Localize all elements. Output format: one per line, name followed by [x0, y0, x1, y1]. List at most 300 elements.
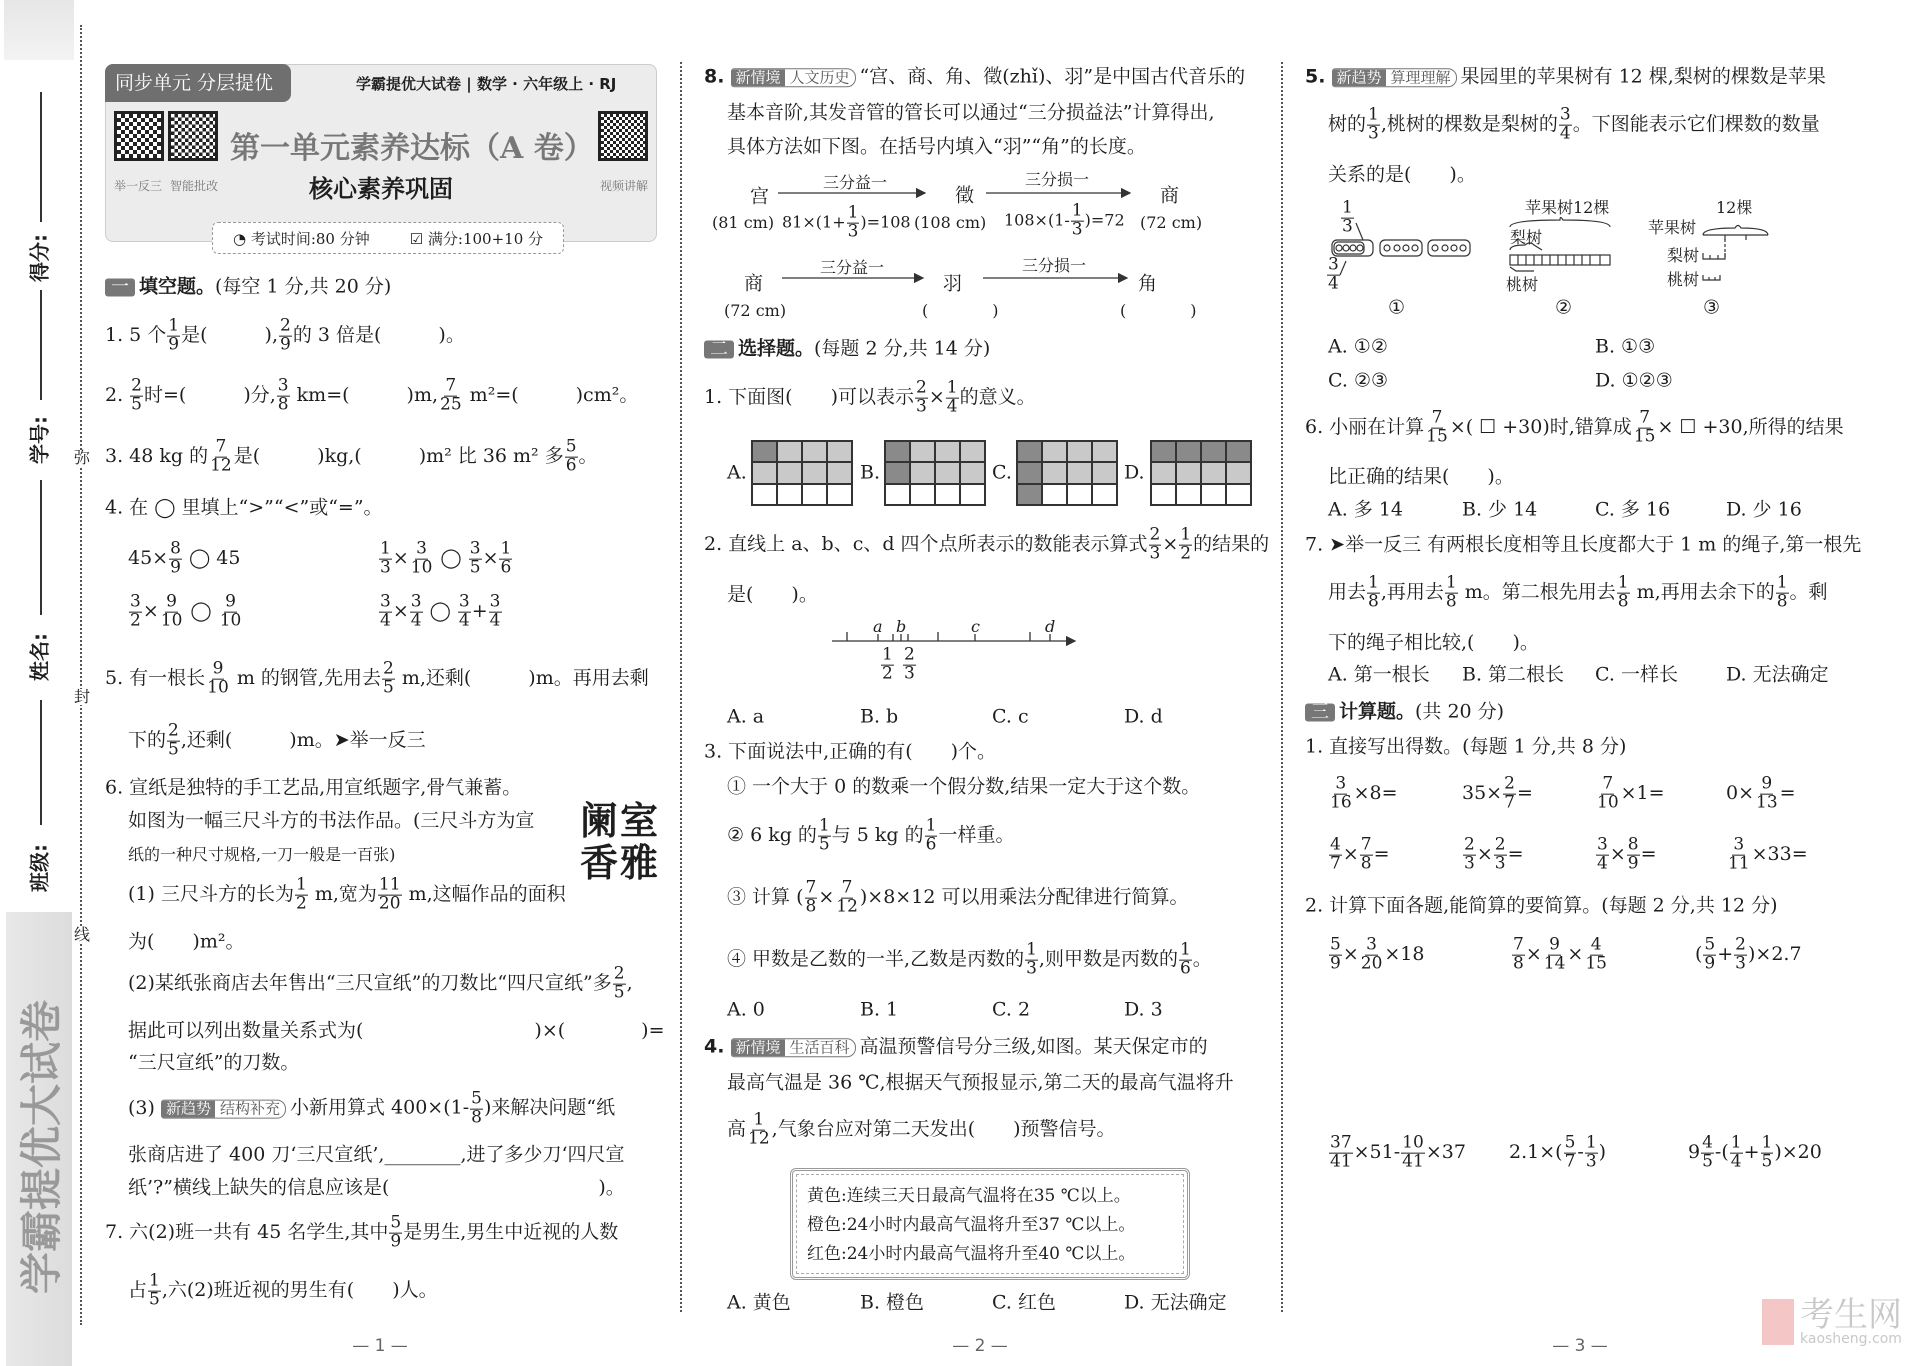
arrow-label: 三分益一	[823, 173, 888, 192]
choice-question-3: 3. 下面说法中,正确的有( )个。	[704, 740, 997, 763]
warning-yellow: 黄色:连续三天日最高气温将在35 ℃以上。	[807, 1186, 1131, 1206]
grid-cell	[827, 441, 852, 462]
point-label-c: c	[971, 617, 980, 636]
check-icon: ☑ 满分:100+10 分	[409, 229, 544, 248]
grid-cell	[802, 441, 827, 462]
grid-cell	[1151, 484, 1176, 505]
question-7-cont: 占 $\frac{1}{5}$ ,六(2)班近视的男生有( )人。	[128, 1270, 438, 1310]
section-title: 选择题。	[738, 337, 815, 360]
fraction: $\frac{1}{8}$	[1445, 572, 1457, 612]
tag-primary: 新趋势	[162, 1101, 215, 1118]
watermark	[1762, 1295, 1902, 1347]
section-note: (每题 2 分,共 14 分)	[814, 337, 991, 360]
fraction: $\frac{4}{5}$	[1702, 1132, 1713, 1172]
calc-item[interactable]: $\frac{4}{7}$ × $\frac{7}{8}$ =	[1330, 834, 1390, 874]
subject-grade: 数学 · 六年级上 · RJ	[476, 75, 617, 93]
option-a[interactable]: A. 黄色	[727, 1291, 791, 1314]
grid-cell	[960, 484, 985, 505]
fraction: $\frac{1}{3}$	[380, 538, 391, 578]
fraction: $\frac{37}{41}$	[1330, 1132, 1352, 1172]
question-8-cont: 具体方法如下图。在括号内填入“羽”“角”的长度。	[727, 135, 1146, 158]
fraction: $\frac{1}{3}$	[1071, 200, 1083, 240]
fraction: $\frac{7}{15}$	[1426, 407, 1448, 447]
qr-label: 智能批改	[170, 179, 219, 193]
section-heading-2	[704, 337, 991, 360]
fraction: $\frac{5}{9}$	[1330, 934, 1341, 974]
grid-cell	[1201, 484, 1226, 505]
pitch-formula: 81×(1+ $\frac{1}{3}$ )=108	[782, 202, 911, 242]
fraction: $\frac{1}{12}$	[748, 1109, 770, 1149]
option-d[interactable]: D. 3	[1124, 998, 1163, 1021]
tag-badge	[161, 1100, 286, 1119]
sub-number: (3)	[128, 1097, 155, 1119]
choice-question-4-cont: 高 $\frac{1}{12}$ ,气象台应对第二天发出( )预警信号。	[727, 1109, 1116, 1149]
fraction: $\frac{3}{10}$	[410, 538, 433, 578]
pitch-node: 商	[744, 272, 764, 295]
count-label: 12棵	[1716, 198, 1753, 217]
choice-question-5-cont: 树的 $\frac{1}{3}$ ,桃树的棵数是梨树的 $\frac{3}{4}$ 。下图能表示它们棵数的数量	[1328, 104, 1820, 144]
option-d[interactable]: D. ①②③	[1595, 369, 1673, 392]
watermark-logo-icon	[1762, 1299, 1794, 1345]
option-b[interactable]: B. 1	[860, 998, 899, 1021]
watermark-name: 考生网	[1800, 1295, 1902, 1335]
choice-question-2: 2. 直线上 a、b、c、d 四个点所表示的数能表示算式 $\frac{2}{3}$ × $\frac{1}{2}$ 的结果的	[704, 524, 1270, 564]
peach-tree-label: 桃树	[1667, 270, 1700, 289]
grid-cell	[1151, 441, 1176, 462]
answer-blank[interactable]: ( )	[1120, 301, 1201, 320]
option-a[interactable]: A. a	[727, 705, 765, 728]
fraction: $\frac{7}{8}$	[805, 877, 817, 917]
question-8	[704, 67, 1245, 87]
pitch-value: (108 cm)	[914, 213, 987, 232]
warning-red: 红色:24小时内最高气温将升至40 ℃以上。	[807, 1244, 1136, 1264]
grid-cell	[910, 441, 935, 462]
choice-question-1: 1. 下面图( )可以表示 $\frac{2}{3}$ × $\frac{1}{4}$ 的意义。	[704, 377, 1036, 417]
calc-item[interactable]: $\frac{3}{11}$ ×33=	[1728, 834, 1808, 874]
fraction: $\frac{2}{7}$	[1504, 773, 1515, 813]
fraction: $\frac{2}{3}$	[904, 644, 915, 684]
grid-cell	[960, 462, 985, 483]
brand-logo	[6, 912, 72, 1366]
grid-cell	[802, 484, 827, 505]
option-c[interactable]: C. 2	[992, 998, 1031, 1021]
qr-code[interactable]	[598, 111, 648, 161]
grid-cell	[885, 462, 910, 483]
apple-tree-label: 苹果树	[1648, 218, 1697, 237]
question-4: 4. 在 ◯ 里填上“>”“<”或“=”。	[105, 496, 383, 519]
pitch-node: 羽	[943, 272, 963, 295]
compare-item[interactable]: $\frac{3}{2}$ × $\frac{9}{10}$ ◯ $\frac{9}{10}$	[130, 591, 242, 631]
grid-cell	[935, 441, 960, 462]
choice-question-7-cont: 下的绳子相比较,( )。	[1328, 631, 1539, 654]
clock-icon: ◔ 考试时间:80 分钟	[232, 229, 370, 248]
grid-cell	[1067, 462, 1092, 483]
question-5: 5. 有一根长 $\frac{9}{10}$ m 的钢管,先用去 $\frac{2}{5}$ m,还剩( )m。再用去剩	[105, 658, 649, 698]
pitch-formula: 108×(1- $\frac{1}{3}$ )=72	[1004, 200, 1125, 240]
qr-code[interactable]	[168, 111, 218, 161]
statement-4: ④ 甲数是乙数的一半,乙数是丙数的 $\frac{1}{3}$ ,则甲数是丙数的 $\frac{1}{6}$ 。	[727, 939, 1212, 979]
pear-tree-label: 梨树	[1667, 246, 1700, 265]
option-a[interactable]: A. 多 14	[1328, 498, 1404, 521]
exam-info	[212, 222, 564, 254]
fraction: $\frac{1}{5}$	[818, 815, 830, 855]
tag-secondary: 结构补充	[219, 1099, 280, 1118]
tag-badge	[731, 1038, 856, 1057]
tag-secondary: 人文历史	[789, 67, 850, 86]
fraction: $\frac{7}{10}$	[1597, 773, 1619, 813]
watermark-url: kaosheng.com	[1800, 1331, 1902, 1347]
fraction: $\frac{1}{2}$	[295, 874, 307, 914]
option-d[interactable]: D. 少 16	[1726, 498, 1802, 521]
student-id-label: 学号:	[27, 416, 52, 464]
grid-cell	[752, 462, 777, 483]
column-divider	[1281, 62, 1283, 1312]
question-6-2: (2)某纸张商店去年售出“三尺宣纸”的刀数比“四尺宣纸”多 $\frac{2}{5}$ ,	[128, 963, 633, 1003]
fraction: $\frac{8}{9}$	[170, 538, 181, 578]
grid-cell	[1092, 484, 1117, 505]
question-7: 7. 六(2)班一共有 45 名学生,其中 $\frac{5}{9}$ 是男生,男生中近视的人数	[105, 1212, 619, 1252]
tick-label	[902, 644, 917, 684]
section-title: 填空题。	[139, 275, 216, 298]
question-number: 4.	[704, 1035, 725, 1058]
question-6-2-cont: “三尺宣纸”的刀数。	[128, 1051, 300, 1074]
question-text: “宫、商、角、徵(zhǐ)、羽”是中国古代音乐的	[859, 65, 1246, 88]
column-divider	[680, 62, 682, 1312]
fraction: $\frac{1}{4}$	[1730, 1132, 1742, 1172]
fraction: $\frac{1}{6}$	[925, 815, 937, 855]
calc-item[interactable]: $\frac{3}{16}$ ×8=	[1330, 773, 1398, 813]
fraction: $\frac{1}{2}$	[1180, 524, 1192, 564]
grid-cell	[1067, 441, 1092, 462]
series-name: 学霸提优大试卷	[356, 75, 462, 93]
arrow-label: 三分损一	[1025, 170, 1090, 189]
calc-heading-1: 1. 直接写出得数。(每题 1 分,共 8 分)	[1305, 735, 1627, 758]
grid-cell	[1042, 484, 1067, 505]
fraction: $\frac{3}{4}$	[489, 591, 501, 631]
score-label: 得分:	[27, 234, 52, 282]
calc-item[interactable]: 2.1×( $\frac{5}{7}$ - $\frac{1}{3}$ )	[1509, 1132, 1607, 1172]
fraction: $\frac{3}{4}$	[380, 591, 391, 631]
compare-item[interactable]: $\frac{3}{4}$ × $\frac{3}{4}$ ◯ $\frac{3}{4}$ + $\frac{3}{4}$	[380, 591, 501, 631]
pitch-value: (81 cm)	[712, 213, 775, 232]
fraction: $\frac{2}{5}$	[382, 658, 394, 698]
section-number: 三	[1305, 704, 1335, 722]
calc-item[interactable]: 9 $\frac{4}{5}$ -( $\frac{1}{4}$ + $\frac{1}{5}$ )×20	[1688, 1132, 1822, 1172]
option-c[interactable]: C. 多 16	[1595, 498, 1671, 521]
calc-item[interactable]: 0× $\frac{9}{13}$ =	[1726, 773, 1796, 813]
question-number: 5.	[1305, 65, 1326, 88]
fraction: $\frac{3}{11}$	[1728, 834, 1750, 874]
fraction: $\frac{7}{12}$	[210, 436, 232, 476]
fraction: $\frac{1}{3}$	[1342, 197, 1353, 237]
choice-question-4-cont: 最高气温是 36 ℃,根据天气预报显示,第二天的最高气温将升	[727, 1071, 1234, 1094]
choice-question-7: 7. ➤举一反三 有两根长度相等且长度都大于 1 m 的绳子,第一根先	[1305, 533, 1862, 556]
fraction: $\frac{1}{8}$	[1776, 572, 1788, 612]
name-field[interactable]	[40, 480, 42, 615]
grid-cell	[1176, 441, 1201, 462]
fraction: $\frac{1}{2}$	[882, 644, 893, 684]
pitch-node: 宫	[750, 185, 770, 208]
figure-label: ③	[1703, 296, 1721, 319]
section-number: 二	[704, 341, 734, 359]
section-note: (共 20 分)	[1415, 700, 1505, 723]
apple-tree-label: 苹果树12棵	[1525, 198, 1610, 217]
calc-item[interactable]: $\frac{37}{41}$ ×51- $\frac{10}{41}$ ×37	[1330, 1132, 1466, 1172]
option-d[interactable]: D. 无法确定	[1726, 663, 1829, 686]
option-d[interactable]: D. d	[1124, 705, 1163, 728]
question-6-1: (1) 三尺斗方的长为 $\frac{1}{2}$ m,宽为 $\frac{11}{20}$ m,这幅作品的面积	[128, 874, 566, 914]
fraction: $\frac{9}{10}$	[219, 591, 242, 631]
fraction: $\frac{5}{9}$	[1704, 934, 1716, 974]
question-2: 2. $\frac{2}{5}$ 时=( )分, $\frac{3}{8}$ km=( )m, $\frac{7}{25}$ m²=( )cm²。	[105, 375, 639, 415]
question-6-cont: 如图为一幅三尺斗方的书法作品。(三尺斗方为宣	[128, 809, 535, 832]
fraction: $\frac{5}{8}$	[471, 1088, 482, 1128]
grid-cell	[935, 484, 960, 505]
point-label-a: a	[873, 617, 883, 636]
option-c[interactable]: C.	[992, 461, 1012, 484]
grid-cell	[1226, 441, 1251, 462]
compare-item[interactable]: $\frac{1}{3}$ × $\frac{3}{10}$ ◯ $\frac{3}{5}$ × $\frac{1}{6}$	[380, 538, 512, 578]
pitch-value: (72 cm)	[724, 301, 787, 320]
choice-question-5	[1305, 67, 1826, 87]
option-c[interactable]: C. 红色	[992, 1291, 1056, 1314]
statement-2: ② 6 kg 的 $\frac{1}{5}$ 与 5 kg 的 $\frac{1}{6}$ 一样重。	[727, 815, 1015, 855]
header-tab: 同步单元 分层提优	[105, 64, 291, 102]
full-score: 满分:100+10 分	[427, 229, 544, 248]
grid-cell	[1092, 462, 1117, 483]
class-field[interactable]	[40, 700, 42, 825]
tag-primary: 新趋势	[1333, 69, 1386, 86]
fraction: $\frac{3}{4}$	[1559, 104, 1571, 144]
grid-cell	[1226, 462, 1251, 483]
page-subtitle: 核心素养巩固	[309, 175, 453, 203]
choice-question-7-cont: 用去 $\frac{1}{8}$ ,再用去 $\frac{1}{8}$ m。第二根先用去 $\frac{1}{8}$ m,再用去余下的 $\frac{1}{8}$ 。剩	[1328, 572, 1828, 612]
tag-primary: 新情境	[732, 69, 785, 86]
choice-question-2-cont: 是( )。	[727, 583, 818, 606]
grid-cell	[1176, 484, 1201, 505]
pitch-node: 徵	[955, 184, 975, 207]
fraction: $\frac{1}{5}$	[1761, 1132, 1773, 1172]
calc-item[interactable]: $\frac{3}{4}$ × $\frac{8}{9}$ =	[1597, 834, 1657, 874]
grid-cell	[1226, 484, 1251, 505]
question-6-2-cont: 据此可以列出数量关系式为( )×( )=	[128, 1019, 665, 1042]
compare-item[interactable]: 45× $\frac{8}{9}$ ◯ 45	[128, 538, 241, 578]
fraction: $\frac{1}{6}$	[1179, 939, 1191, 979]
option-b[interactable]: B. 第二根长	[1462, 663, 1565, 686]
fraction: $\frac{1}{4}$	[946, 377, 958, 417]
question-6-3-cont: 纸’?”横线上缺失的信息应该是( )。	[128, 1176, 625, 1199]
fraction: $\frac{2}{3}$	[1735, 934, 1746, 974]
seal-char: 线	[74, 925, 91, 944]
series-info: 学霸提优大试卷 | 数学 · 六年级上 · RJ	[356, 75, 617, 93]
question-number: 8.	[704, 65, 725, 88]
fraction: $\frac{11}{20}$	[378, 874, 401, 914]
grid-cell	[960, 441, 985, 462]
grid-cell	[1151, 462, 1176, 483]
fraction: $\frac{1}{3}$	[1368, 104, 1379, 144]
figure-label: ①	[1388, 296, 1406, 319]
fraction-label	[1326, 254, 1341, 294]
section-heading-1	[105, 275, 392, 298]
point-label-b: b	[896, 617, 907, 636]
calc-item[interactable]: $\frac{2}{3}$ × $\frac{2}{3}$ =	[1464, 834, 1524, 874]
score-field[interactable]	[40, 92, 42, 222]
fraction: $\frac{7}{25}$	[440, 375, 462, 415]
fraction: $\frac{7}{12}$	[836, 877, 858, 917]
grid-cell	[1067, 484, 1092, 505]
fraction: $\frac{7}{15}$	[1633, 407, 1656, 447]
point-label-d: d	[1045, 617, 1056, 636]
arrow-label: 三分损一	[1022, 256, 1087, 275]
peach-tree-label: 桃树	[1506, 275, 1539, 294]
pitch-node: 角	[1138, 272, 1158, 295]
fraction: $\frac{3}{16}$	[1330, 773, 1352, 813]
question-6: 6. 宣纸是独特的手工艺品,用宣纸题字,骨气兼蓄。	[105, 776, 522, 799]
option-a[interactable]: A. ①②	[1328, 335, 1388, 358]
grid-cell	[827, 462, 852, 483]
fraction: $\frac{3}{8}$	[277, 375, 289, 415]
pitch-value: (72 cm)	[1140, 213, 1203, 232]
option-d[interactable]: D.	[1124, 461, 1145, 484]
fraction: $\frac{2}{9}$	[280, 315, 291, 355]
option-b[interactable]: B. 橙色	[860, 1291, 925, 1314]
seal-line	[80, 25, 82, 1325]
option-c[interactable]: C. c	[992, 705, 1029, 728]
statement-1: ① 一个大于 0 的数乘一个假分数,结果一定大于这个数。	[727, 775, 1201, 798]
fraction: $\frac{10}{41}$	[1402, 1132, 1424, 1172]
fraction-grid-a	[751, 440, 853, 506]
fraction-grid-c	[1016, 440, 1118, 506]
question-text: 果园里的苹果树有 12 棵,梨树的棵数是苹果	[1460, 65, 1826, 88]
fraction-grid-b	[884, 440, 986, 506]
question-1: 1. 5 个 $\frac{1}{9}$ 是( ), $\frac{2}{9}$ 的 3 倍是( )。	[105, 315, 465, 355]
grid-cell	[910, 462, 935, 483]
tick-label	[880, 644, 895, 684]
option-b[interactable]: B. ①③	[1595, 335, 1656, 358]
fraction: $\frac{7}{8}$	[1360, 834, 1372, 874]
fraction: $\frac{2}{3}$	[1464, 834, 1475, 874]
tag-secondary: 算理理解	[1390, 67, 1451, 86]
fraction: $\frac{3}{4}$	[1328, 254, 1339, 294]
grid-cell	[935, 462, 960, 483]
grid-cell	[885, 441, 910, 462]
seal-char: 封	[74, 687, 91, 706]
fraction: $\frac{9}{13}$	[1756, 773, 1778, 813]
question-6-cont: 纸的一种尺寸规格,一刀一般是一百张)	[128, 845, 396, 864]
option-c[interactable]: C. ②③	[1328, 369, 1389, 392]
calc-item[interactable]: ( $\frac{5}{9}$ + $\frac{2}{3}$ )×2.7	[1695, 934, 1802, 974]
fraction: $\frac{3}{5}$	[469, 538, 481, 578]
calc-item[interactable]: 35× $\frac{2}{7}$ =	[1462, 773, 1533, 813]
fraction: $\frac{3}{20}$	[1360, 934, 1383, 974]
section-title: 计算题。	[1339, 700, 1416, 723]
grid-cell	[1176, 462, 1201, 483]
grid-cell	[752, 484, 777, 505]
calc-item[interactable]: $\frac{7}{10}$ ×1=	[1597, 773, 1665, 813]
fraction: $\frac{4}{15}$	[1585, 934, 1607, 974]
grid-cell	[1017, 484, 1042, 505]
option-d[interactable]: D. 无法确定	[1124, 1291, 1227, 1314]
section-number: 一	[105, 279, 135, 297]
grid-cell	[910, 484, 935, 505]
fraction: $\frac{8}{9}$	[1627, 834, 1639, 874]
question-8-cont: 基本音阶,其发音管的管长可以通过“三分损益法”计算得出,	[727, 101, 1215, 124]
qr-label: 视频讲解	[599, 179, 648, 193]
question-6-3	[128, 1088, 616, 1128]
qr-label: 举一反三	[114, 179, 163, 193]
student-id-field[interactable]	[40, 290, 42, 400]
option-b[interactable]: B.	[860, 461, 881, 484]
exam-time: 考试时间:80 分钟	[250, 229, 370, 248]
grid-cell	[777, 462, 802, 483]
fraction: $\frac{1}{3}$	[847, 202, 859, 242]
fraction: $\frac{1}{8}$	[1368, 572, 1379, 612]
choice-question-4	[704, 1037, 1208, 1057]
fraction: $\frac{1}{9}$	[168, 315, 180, 355]
option-c[interactable]: C. 一样长	[1595, 663, 1678, 686]
qr-code[interactable]	[114, 111, 164, 161]
option-a[interactable]: A. 第一根长	[1328, 663, 1430, 686]
fraction: $\frac{2}{5}$	[131, 375, 142, 415]
page-number: — 2 —	[952, 1336, 1008, 1356]
fraction: $\frac{3}{4}$	[1597, 834, 1608, 874]
fraction: $\frac{2}{5}$	[168, 720, 179, 760]
choice-question-6-cont: 比正确的结果( )。	[1328, 465, 1514, 488]
class-label: 班级:	[27, 844, 52, 892]
fraction: $\frac{3}{2}$	[130, 591, 141, 631]
figure-label: ②	[1555, 296, 1573, 319]
option-a[interactable]: A.	[727, 461, 747, 484]
choice-question-6: 6. 小丽在计算 $\frac{7}{15}$ ×( ☐ +30)时,错算成 $\frac{7}{15}$ × ☐ +30,所得的结果	[1305, 407, 1844, 447]
option-a[interactable]: A. 0	[727, 998, 765, 1021]
fraction: $\frac{1}{3}$	[1585, 1132, 1597, 1172]
grid-cell	[1042, 462, 1067, 483]
answer-blank[interactable]: ( )	[922, 301, 1003, 320]
fraction: $\frac{2}{5}$	[613, 963, 625, 1003]
fraction: $\frac{7}{8}$	[1513, 934, 1524, 974]
arrow-label: 三分益一	[820, 258, 885, 277]
fraction: $\frac{3}{4}$	[410, 591, 422, 631]
question-3: 3. 48 kg 的 $\frac{7}{12}$ 是( )kg,( )m² 比 36 m² 多 $\frac{5}{6}$ 。	[105, 436, 598, 476]
fraction: $\frac{1}{5}$	[149, 1270, 160, 1310]
calligraphy-artwork: 阑室香雅	[580, 798, 661, 885]
grid-cell	[1201, 441, 1226, 462]
tag-badge	[1332, 68, 1457, 87]
fraction: $\frac{1}{8}$	[1617, 572, 1629, 612]
calc-item[interactable]: $\frac{5}{9}$ × $\frac{3}{20}$ ×18	[1330, 934, 1425, 974]
question-6-1-cont: 为( )m²。	[128, 930, 245, 953]
page-number: — 1 —	[352, 1336, 408, 1356]
fraction: $\frac{5}{6}$	[565, 436, 577, 476]
option-b[interactable]: B. 少 14	[1462, 498, 1538, 521]
grid-cell	[1201, 462, 1226, 483]
fraction: $\frac{1}{3}$	[1026, 939, 1037, 979]
tag-primary: 新情境	[732, 1039, 785, 1056]
grid-cell	[1017, 462, 1042, 483]
fraction: $\frac{2}{3}$	[916, 377, 927, 417]
section-heading-3	[1305, 700, 1505, 723]
option-b[interactable]: B. b	[860, 705, 899, 728]
tag-secondary: 生活百科	[789, 1037, 850, 1056]
question-5-cont: 下的 $\frac{2}{5}$ ,还剩( )m。➤举一反三	[128, 720, 426, 760]
name-label: 姓名:	[27, 633, 52, 681]
grid-cell	[777, 441, 802, 462]
grid-cell	[885, 484, 910, 505]
calc-item[interactable]: $\frac{7}{8}$ × $\frac{9}{14}$ × $\frac{4}{15}$	[1513, 934, 1607, 974]
brand-text: 学霸提优大试卷	[17, 999, 66, 1295]
fraction: $\frac{5}{9}$	[390, 1212, 402, 1252]
warning-levels-box	[790, 1168, 1190, 1280]
